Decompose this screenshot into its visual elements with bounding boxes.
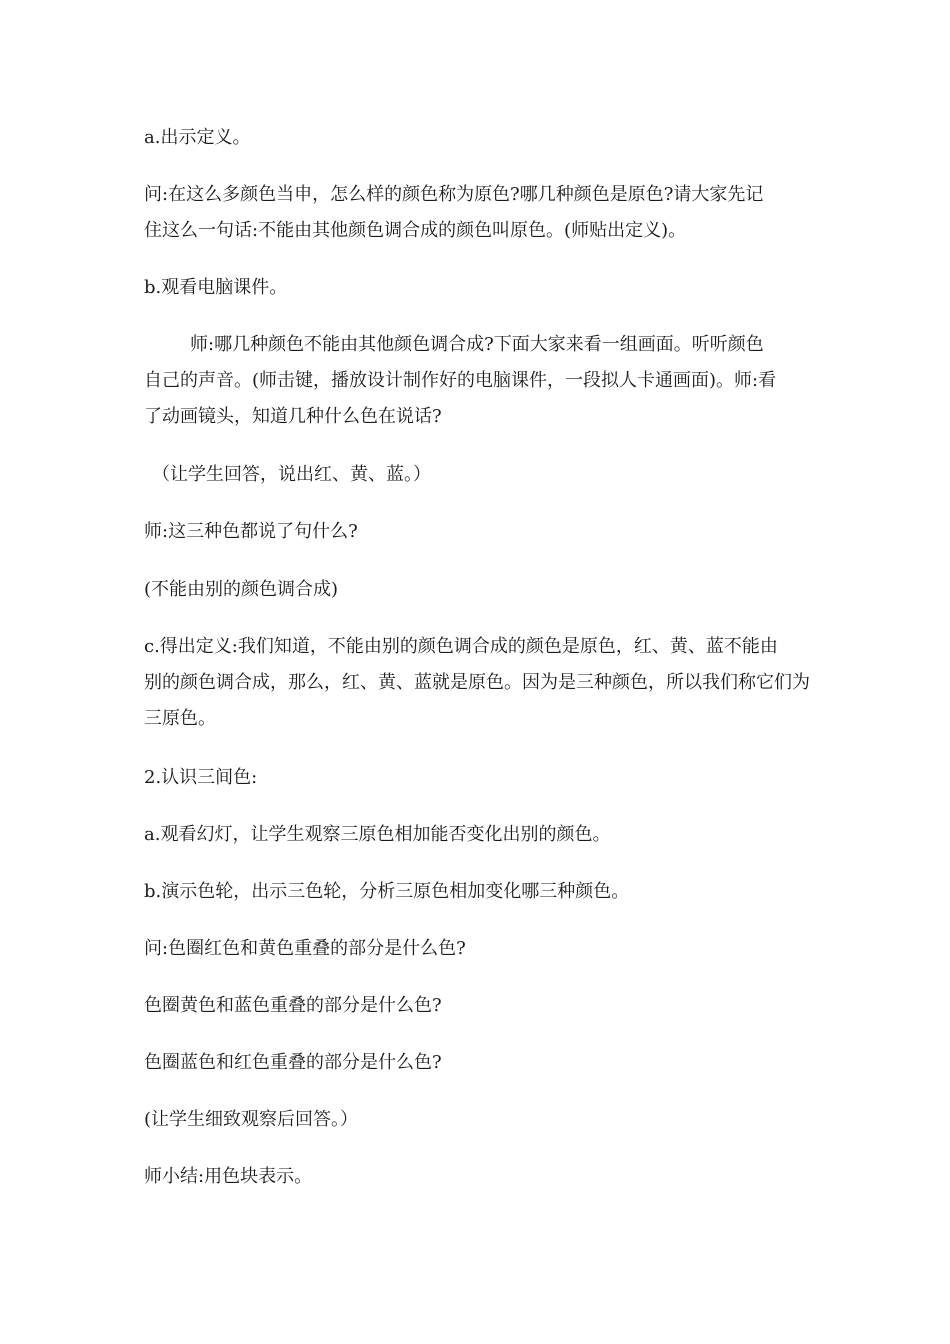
text-line: 自己的声音。(师击键，播放设计制作好的电脑课件，一段拟人卡通画面)。师:看 (144, 370, 777, 391)
paragraph-watch-slides (144, 817, 808, 853)
text-line: 色圈蓝色和红色重叠的部分是什么色? (144, 1052, 442, 1073)
text-line: (让学生细致观察后回答。） (144, 1109, 359, 1130)
paragraph-question-red-yellow (144, 931, 808, 967)
text-line: c.得出定义:我们知道，不能由别的颜色调合成的颜色是原色，红、黄、蓝不能由 (144, 636, 778, 657)
text-line: b.演示色轮，出示三色轮，分析三原色相加变化哪三种颜色。 (144, 881, 630, 902)
text-line: 2.认识三间色: (144, 767, 258, 788)
paragraph-teacher-animation (144, 327, 808, 435)
text-line: 了动画镜头，知道几种什么色在说话? (144, 406, 442, 427)
text-line: b.观看电脑课件。 (144, 277, 288, 298)
paragraph-question-blue-red (144, 1045, 808, 1081)
paragraph-question-yellow-blue (144, 988, 808, 1024)
paragraph-answer-note (144, 572, 808, 608)
text-line: 问:在这么多颜色当申，怎么样的颜色称为原色?哪几种颜色是原色?请大家先记 (144, 184, 764, 205)
paragraph-teacher-summary (144, 1159, 808, 1195)
paragraph-derive-definition (144, 629, 808, 737)
paragraph-show-definition (144, 120, 808, 156)
text-line: 三原色。 (144, 708, 216, 729)
paragraph-teacher-question (144, 514, 808, 550)
paragraph-watch-courseware (144, 270, 808, 306)
text-line: 问:色圈红色和黄色重叠的部分是什么色? (144, 938, 466, 959)
text-line: 色圈黄色和蓝色重叠的部分是什么色? (144, 995, 442, 1016)
paragraph-question-primary (144, 177, 808, 249)
text-line: (不能由别的颜色调合成) (144, 579, 339, 600)
text-line: （让学生回答，说出红、黄、蓝。） (152, 464, 431, 485)
text-line: 师小结:用色块表示。 (144, 1166, 313, 1187)
text-line: 别的颜色调合成，那么，红、黄、蓝就是原色。因为是三种颜色，所以我们称它们为 (144, 672, 810, 693)
paragraph-section-heading (144, 760, 808, 796)
text-line: a.出示定义。 (144, 127, 251, 148)
text-line: a.观看幻灯，让学生观察三原色相加能否变化出别的颜色。 (144, 824, 611, 845)
paragraph-observe-note (144, 1102, 808, 1138)
paragraph-student-answer (152, 457, 816, 493)
text-line: 师:这三种色都说了句什么? (144, 521, 358, 542)
text-line: 住这么一句话:不能由其他颜色调合成的颜色叫原色。(师贴出定义)。 (144, 220, 687, 241)
paragraph-color-wheel (144, 874, 808, 910)
text-line: 师:哪几种颜色不能由其他颜色调合成?下面大家来看一组画面。听听颜色 (190, 334, 764, 355)
